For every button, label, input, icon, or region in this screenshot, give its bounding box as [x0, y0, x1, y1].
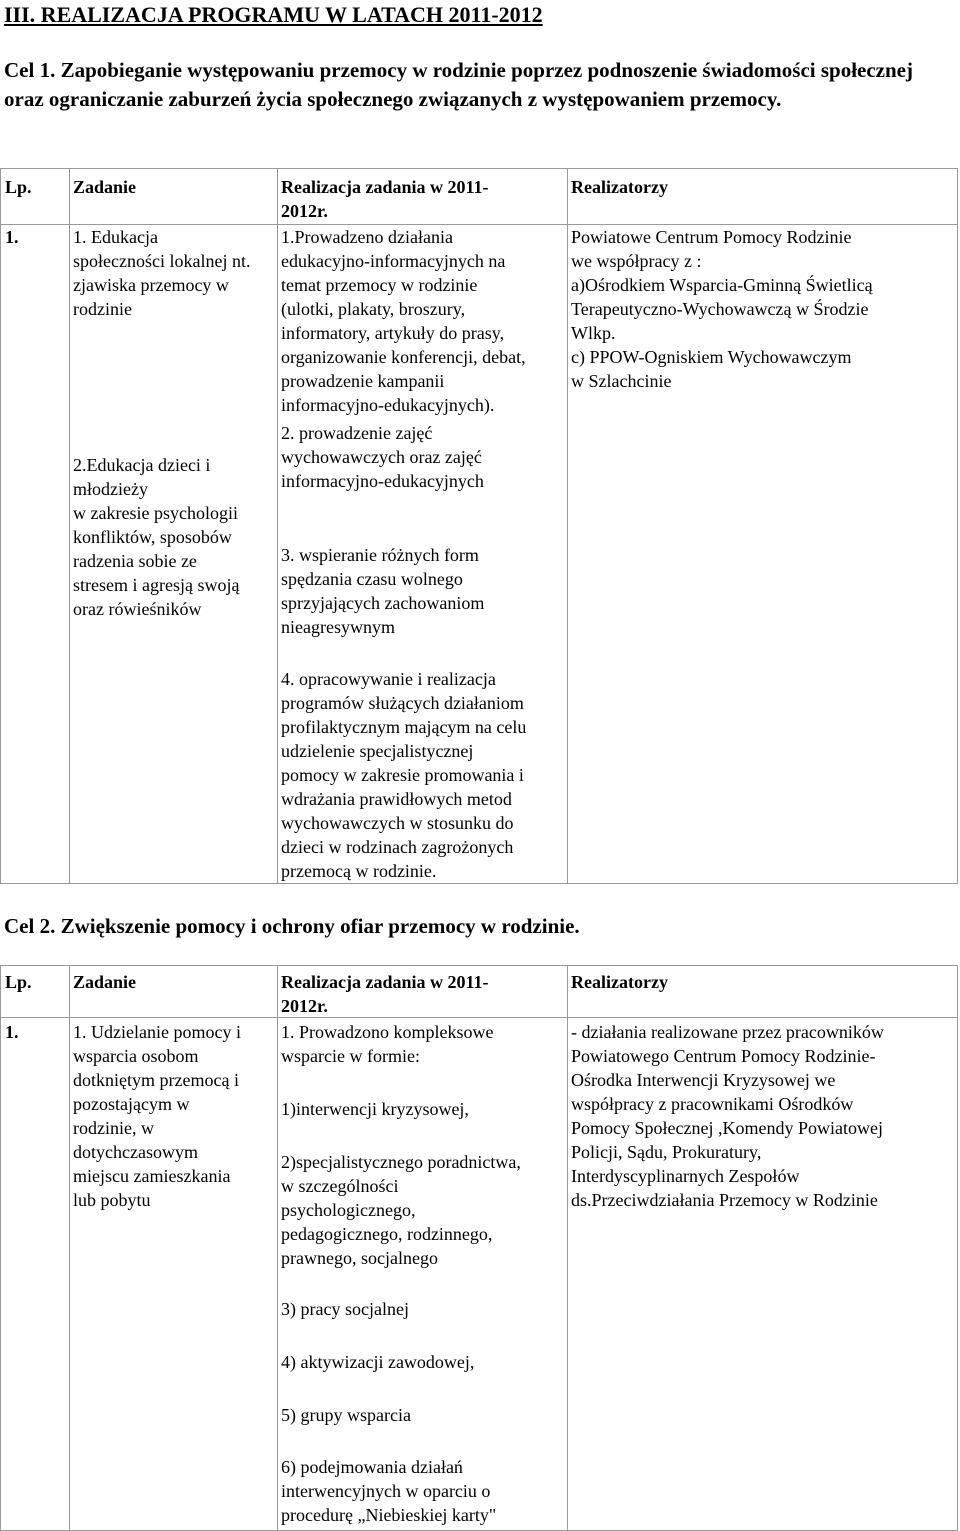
- row-lp: 1.: [5, 1022, 19, 1042]
- table-goal-1: [0, 168, 958, 884]
- task-2: 2.Edukacja dzieci i młodzieży w zakresie psychologii konfliktów, sposobów radzenia sobie ze stresem i agresją swoją oraz rówieśników: [73, 455, 240, 619]
- task-1: 1. Udzielanie pomocy i wsparcia osobom dotkniętym przemocą i pozostającym w rodzinie, w dotychczasowym miejscu zamieszkania lub pobytu: [73, 1022, 241, 1210]
- realizers-1: Powiatowe Centrum Pomocy Rodzinie we współpracy z : a)Ośrodkiem Wsparcia-Gminną Świetlicą Terapeutyczno-Wychowawczą w Środzie Wlkp. c) PPOW-Ogniskiem Wychowawczym w Szlachcinie: [571, 227, 873, 391]
- realization-2: 2. prowadzenie zajęć wychowawczych oraz zajęć informacyjno-edukacyjnych: [281, 423, 484, 491]
- realization-4: 4. opracowywanie i realizacja programów służących działaniom profilaktycznym mającym na celu udzielenie specjalistycznej pomocy w zakresie promowania i wdrażania prawidłowych metod wychowawczych w stosunku do dzieci w rodzinach zagrożonych przemocą w rodzinie.: [281, 669, 527, 881]
- support-item-4: 4) aktywizacji zawodowej,: [281, 1352, 475, 1372]
- table-goal-2: [0, 965, 958, 1531]
- header-realizers: Realizatorzy: [571, 972, 668, 992]
- header-task: Zadanie: [73, 972, 137, 992]
- support-item-6: 6) podejmowania działań interwencyjnych w oparciu o procedurę „Niebieskiej karty": [281, 1457, 497, 1525]
- header-realization: Realizacja zadania w 2011- 2012r.: [281, 972, 489, 1016]
- support-item-1: 1)interwencji kryzysowej,: [281, 1099, 469, 1119]
- goal-1-title: Cel 1. Zapobieganie występowaniu przemocy w rodzinie poprzez podnoszenie świadomości społecznej oraz ograniczanie zaburzeń życia społecznego związanych z występowaniem przemocy.: [4, 58, 913, 111]
- support-item-3: 3) pracy socjalnej: [281, 1299, 409, 1319]
- realization-3: 3. wspieranie różnych form spędzania czasu wolnego sprzyjających zachowaniom nieagresywnym: [281, 545, 485, 637]
- header-realizers: Realizatorzy: [571, 177, 668, 197]
- realizers-2: - działania realizowane przez pracowników Powiatowego Centrum Pomocy Rodzinie- Ośrodka Interwencji Kryzysowej we współpracy z pracownikami Ośrodków Pomocy Społecznej ,Komendy Powiatowej Policji, Sądu, Prokuratury, Interdyscyplinarnych Zespołów ds.Przeciwdziałania Przemocy w Rodzinie: [571, 1022, 884, 1210]
- header-lp: Lp.: [5, 177, 32, 197]
- task-1: 1. Edukacja społeczności lokalnej nt. zjawiska przemocy w rodzinie: [73, 227, 251, 319]
- row-lp: 1.: [5, 227, 19, 247]
- header-realization: Realizacja zadania w 2011- 2012r.: [281, 177, 489, 221]
- support-item-2: 2)specjalistycznego poradnictwa, w szczególności psychologicznego, pedagogicznego, rodzinnego, prawnego, socjalnego: [281, 1152, 521, 1268]
- support-item-5: 5) grupy wsparcia: [281, 1405, 411, 1425]
- goal-2-title: Cel 2. Zwiększenie pomocy i ochrony ofiar przemocy w rodzinie.: [4, 914, 580, 938]
- realization-1: 1.Prowadzeno działania edukacyjno-informacyjnych na temat przemocy w rodzinie (ulotki, plakaty, broszury, informatory, artykuły do prasy, organizowanie konferencji, debat, prowadzenie kampanii informacyjno-edukacyjnych).: [281, 227, 526, 415]
- section-heading: III. REALIZACJA PROGRAMU W LATACH 2011-2012: [4, 2, 543, 27]
- header-lp: Lp.: [5, 972, 32, 992]
- support-intro: 1. Prowadzono kompleksowe wsparcie w formie:: [281, 1022, 494, 1066]
- header-task: Zadanie: [73, 177, 137, 197]
